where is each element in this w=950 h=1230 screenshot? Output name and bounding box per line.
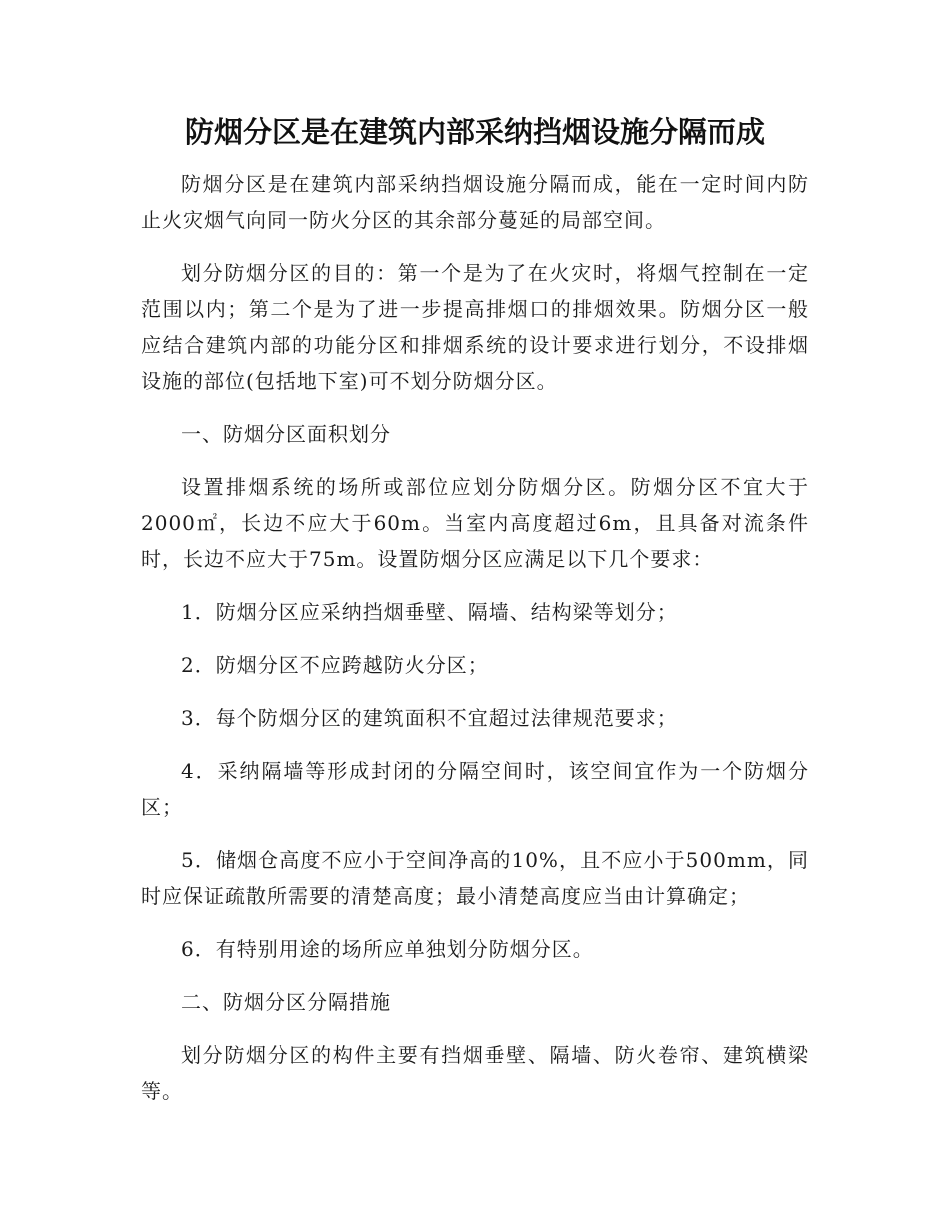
- section-heading-measures: 二、防烟分区分隔措施: [181, 990, 391, 1014]
- document-title: 防烟分区是在建筑内部采纳挡烟设施分隔而成: [184, 115, 765, 149]
- list-item: 3．每个防烟分区的建筑面积不宜超过法律规范要求；: [181, 706, 678, 730]
- list-item: 4．采纳隔墙等形成封闭的分隔空间时，该空间宜作为一个防烟分区；: [141, 759, 809, 819]
- list-item: 1．防烟分区应采纳挡烟垂壁、隔墙、结构梁等划分；: [181, 600, 678, 624]
- section-heading-area: 一、防烟分区面积划分: [181, 422, 391, 446]
- document-body: [141, 166, 809, 1126]
- list-item: 2．防烟分区不应跨越防火分区；: [181, 653, 489, 677]
- paragraph-intro: 防烟分区是在建筑内部采纳挡烟设施分隔而成，能在一定时间内防止火灾烟气向同一防火分区的其余部分蔓延的局部空间。: [141, 172, 809, 232]
- list-item: 5．储烟仓高度不应小于空间净高的10%，且不应小于500mm，同时应保证疏散所需要的清楚高度；最小清楚高度应当由计算确定；: [141, 848, 809, 908]
- list-item: 6．有特别用途的场所应单独划分防烟分区。: [181, 937, 594, 961]
- paragraph-measures: 划分防烟分区的构件主要有挡烟垂壁、隔墙、防火卷帘、建筑横梁等。: [141, 1043, 809, 1103]
- paragraph-purpose: 划分防烟分区的目的：第一个是为了在火灾时，将烟气控制在一定范围以内；第二个是为了进一步提高排烟口的排烟效果。防烟分区一般应结合建筑内部的功能分区和排烟系统的设计要求进行划分，不设排烟设施的部位(包括地下室)可不划分防烟分区。: [141, 261, 809, 393]
- paragraph-area-requirements: 设置排烟系统的场所或部位应划分防烟分区。防烟分区不宜大于2000㎡，长边不应大于60m。当室内高度超过6m，且具备对流条件时，长边不应大于75m。设置防烟分区应满足以下几个要求：: [141, 475, 809, 571]
